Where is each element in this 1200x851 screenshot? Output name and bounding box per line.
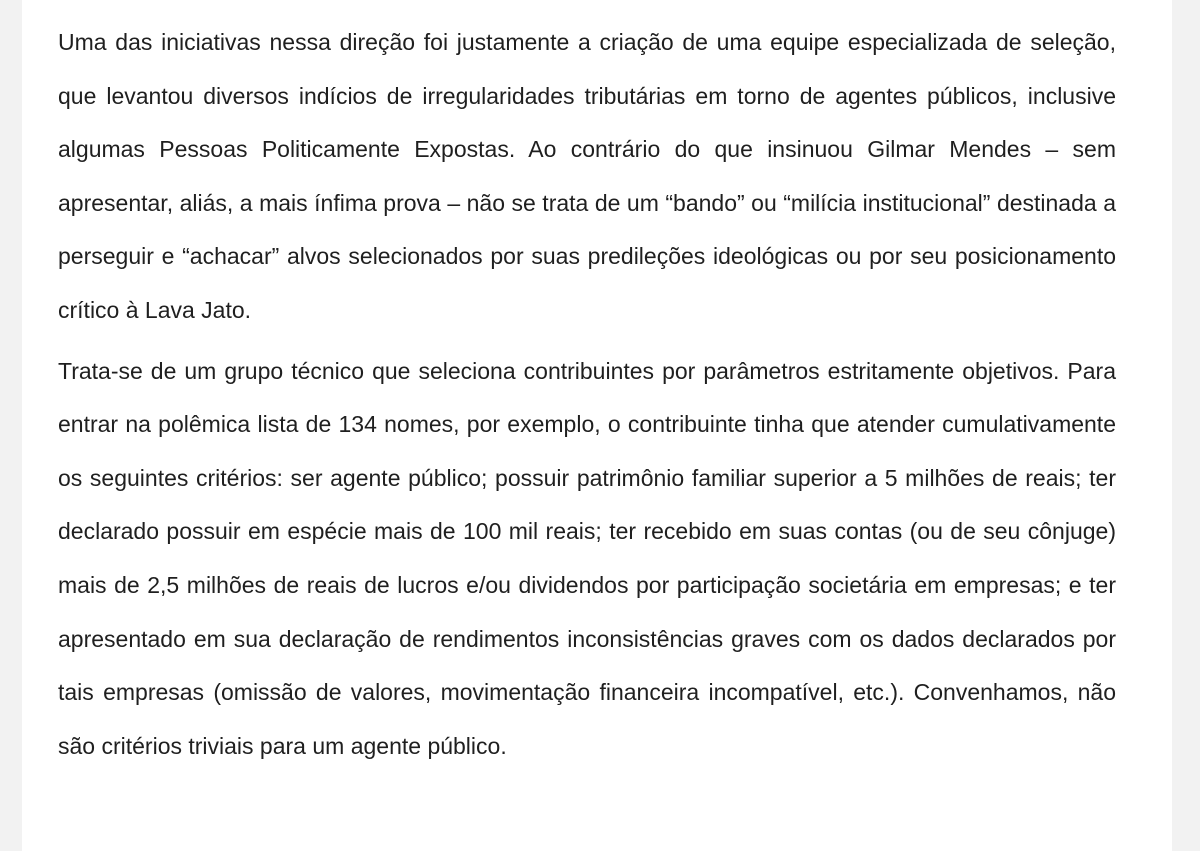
article-body <box>58 16 1116 780</box>
article-paragraph-1: Uma das iniciativas nessa direção foi justamente a criação de uma equipe especializada de seleção, que levantou diversos indícios de irregularidades tributárias em torno de agentes públicos, inclusive algumas Pessoas Politicamente Expostas. Ao contrário do que insinuou Gilmar Mendes – sem apresentar, aliás, a mais ínfima prova – não se trata de um “bando” ou “milícia institucional” destinada a perseguir e “achacar” alvos selecionados por suas predileções ideológicas ou por seu posicionamento crítico à Lava Jato. <box>58 29 1116 323</box>
page-content <box>22 0 1172 851</box>
article-paragraph-2: Trata-se de um grupo técnico que seleciona contribuintes por parâmetros estritamente objetivos. Para entrar na polêmica lista de 134 nomes, por exemplo, o contribuinte tinha que atender cumulativamente os seguintes critérios: ser agente público; possuir patrimônio familiar superior a 5 milhões de reais; ter declarado possuir em espécie mais de 100 mil reais; ter recebido em suas contas (ou de seu cônjuge) mais de 2,5 milhões de reais de lucros e/ou dividendos por participação societária em empresas; e ter apresentado em sua declaração de rendimentos inconsistências graves com os dados declarados por tais empresas (omissão de valores, movimentação financeira incompatível, etc.). Convenhamos, não são critérios triviais para um agente público. <box>58 357 1116 759</box>
